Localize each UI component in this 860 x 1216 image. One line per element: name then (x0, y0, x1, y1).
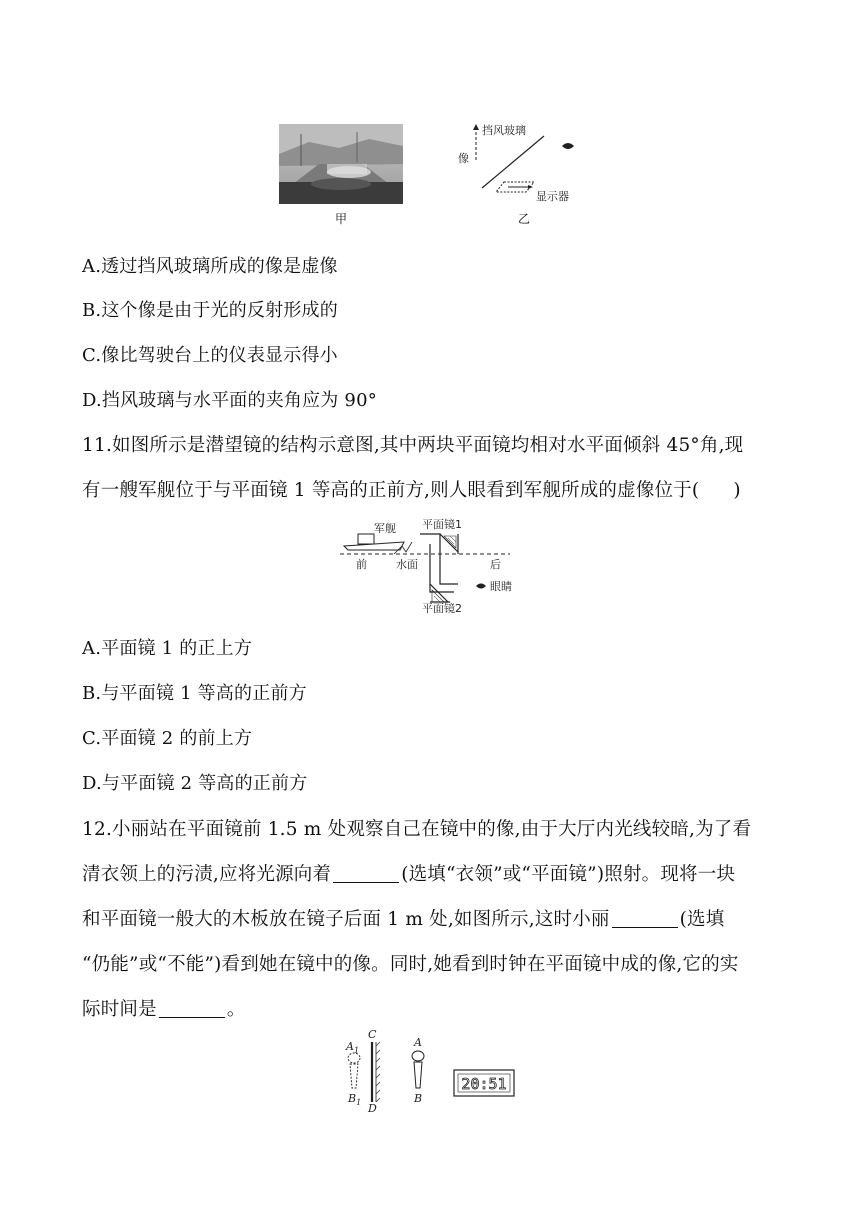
q10-option-d: D.挡风玻璃与水平面的夹角应为 90° (82, 390, 377, 411)
hud-diagram (452, 120, 592, 210)
hud-diagram-svg (452, 120, 592, 210)
water-label: 水面 (396, 558, 418, 571)
mirror1-label: 平面镜1 (422, 518, 462, 531)
windshield-label: 挡风玻璃 (482, 124, 526, 137)
mirror-diagram (340, 1026, 525, 1112)
q11-option-d: D.与平面镜 2 等高的正前方 (82, 773, 308, 794)
q12-stem-line2 (82, 860, 735, 886)
q11-stem-line1: 11.如图所示是潜望镜的结构示意图,其中两块平面镜均相对水平面倾斜 45°角,现 (82, 435, 744, 456)
answer-blank-2 (612, 909, 678, 928)
caption-yi: 乙 (518, 212, 531, 226)
q10-option-b: B.这个像是由于光的反射形成的 (82, 300, 338, 321)
q12-stem-line1: 12.小丽站在平面镜前 1.5 m 处观察自己在镜中的像,由于大厅内光线较暗,为了看 (82, 819, 752, 840)
b1-label: $B_1$ (348, 1092, 362, 1107)
clock-display: 20:51 (461, 1075, 507, 1093)
answer-blank-1 (333, 864, 399, 883)
q12-stem-line4: “仍能”或“不能”)看到她在镜中的像。同时,她看到时钟在平面镜中成的像,它的实 (82, 954, 739, 975)
mirror-svg (340, 1026, 525, 1112)
image-label: 像 (458, 152, 469, 165)
d-label: D (368, 1102, 377, 1112)
c-label: C (368, 1028, 377, 1041)
answer-blank-3 (159, 999, 225, 1018)
a-label: A (414, 1036, 422, 1049)
q12-stem-line3 (82, 905, 724, 931)
q12-line3-text-b: (选填 (679, 909, 725, 930)
back-label: 后 (490, 558, 501, 571)
front-label: 前 (356, 558, 367, 571)
eye-icon (562, 143, 574, 149)
q10-option-c: C.像比驾驶台上的仪表显示得小 (82, 345, 338, 366)
q11-paren-close: ) (733, 480, 741, 501)
q11-stem-text: 有一艘军舰位于与平面镜 1 等高的正前方,则人眼看到军舰所成的虚像位于( (82, 480, 700, 501)
q12-stem-line5 (82, 995, 246, 1021)
q11-option-b: B.与平面镜 1 等高的正前方 (82, 683, 307, 704)
q10-option-a: A.透过挡风玻璃所成的像是虚像 (82, 256, 338, 277)
periscope-svg (340, 518, 530, 614)
ship-label: 军舰 (374, 522, 396, 535)
q12-line5-text-a: 际时间是 (82, 999, 157, 1020)
periscope-diagram (340, 518, 530, 614)
mirror2-label: 平面镜2 (422, 602, 462, 614)
hud-photo-image (279, 124, 403, 204)
eye-label: 眼睛 (490, 580, 512, 593)
hud-photo (279, 124, 403, 204)
q11-option-c: C.平面镜 2 的前上方 (82, 728, 253, 749)
display-label: 显示器 (536, 190, 569, 203)
q12-line2-text-b: (选填“衣领”或“平面镜”)照射。现将一块 (401, 864, 736, 885)
q12-line2-text-a: 清衣领上的污渍,应将光源向着 (82, 864, 332, 885)
q11-option-a: A.平面镜 1 的正上方 (82, 638, 253, 659)
b-label: B (414, 1092, 423, 1105)
caption-jia: 甲 (335, 212, 348, 226)
q12-line5-text-b: 。 (226, 999, 246, 1020)
q11-stem-line2 (82, 476, 741, 502)
eye-icon (476, 584, 486, 589)
q12-line3-text-a: 和平面镜一般大的木板放在镜子后面 1 m 处,如图所示,这时小丽 (82, 909, 610, 930)
a1-label: $A_1$ (346, 1040, 360, 1055)
